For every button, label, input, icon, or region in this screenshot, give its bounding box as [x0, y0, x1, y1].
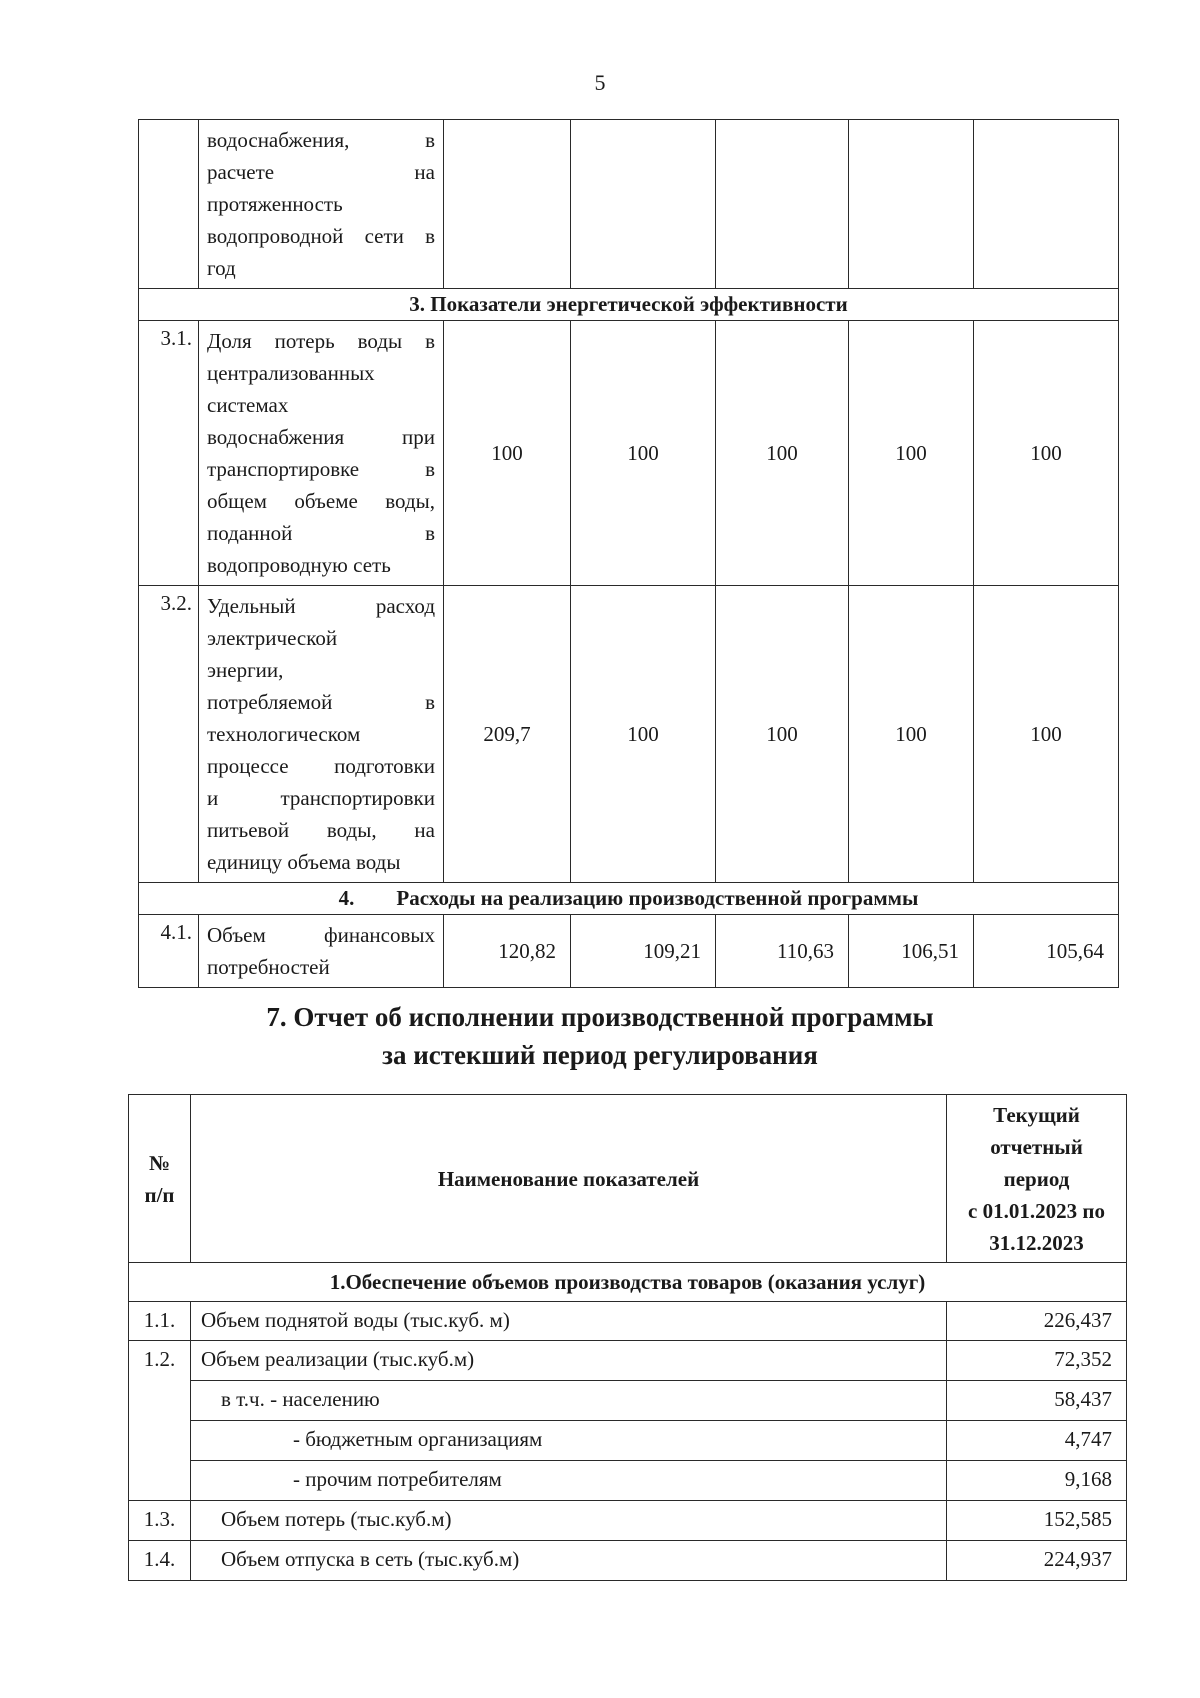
row-name: Объем потерь (тыс.куб.м)	[191, 1501, 947, 1541]
desc-line: системах	[207, 393, 289, 417]
section-row	[139, 289, 1119, 321]
period-line: отчетный	[990, 1134, 1083, 1159]
table-row	[129, 1302, 1127, 1341]
desc-line: потребностей	[207, 955, 330, 979]
value-cell: 100	[571, 586, 716, 883]
period-line: Текущий	[993, 1102, 1080, 1127]
row-number: 4.1.	[139, 915, 199, 988]
desc-line: поданной в	[207, 521, 435, 545]
desc-line: Доля потерь воды в	[207, 329, 435, 353]
table-row	[129, 1501, 1127, 1541]
table-row	[139, 586, 1119, 883]
row-description	[199, 586, 444, 883]
value-cell	[974, 120, 1119, 289]
row-number: 1.1.	[129, 1302, 191, 1341]
header-number	[129, 1095, 191, 1263]
desc-line: общем объеме воды,	[207, 489, 435, 513]
value-cell: 100	[571, 321, 716, 586]
row-value: 226,437	[947, 1302, 1127, 1341]
row-number: 1.3.	[129, 1501, 191, 1541]
desc-line: водопроводную сеть	[207, 553, 391, 577]
value-cell	[571, 120, 716, 289]
value-cell: 110,63	[716, 915, 849, 988]
header-period	[947, 1095, 1127, 1263]
table-row	[129, 1421, 1127, 1461]
value-cell: 105,64	[974, 915, 1119, 988]
row-number: 3.1.	[139, 321, 199, 586]
header-row	[129, 1095, 1127, 1263]
header-number-line: п/п	[144, 1182, 175, 1207]
section-row	[129, 1263, 1127, 1302]
row-value: 9,168	[947, 1461, 1127, 1501]
period-line: с 01.01.2023 по	[968, 1198, 1105, 1223]
row-value: 58,437	[947, 1381, 1127, 1421]
desc-line: питьевой воды, на	[207, 818, 435, 842]
table-row	[129, 1541, 1127, 1581]
desc-line: единицу объема воды	[207, 850, 401, 874]
header-number-line: №	[148, 1150, 171, 1175]
section-name: Расходы на реализацию производственной программы	[396, 886, 919, 910]
desc-line: энергии,	[207, 658, 284, 682]
desc-line: расчете на	[207, 160, 435, 184]
period-line: период	[1003, 1166, 1070, 1191]
table-row	[139, 915, 1119, 988]
table-row	[139, 120, 1119, 289]
heading-line: 7. Отчет об исполнении производственной программы	[266, 1002, 934, 1032]
value-cell: 100	[716, 586, 849, 883]
value-cell: 100	[444, 321, 571, 586]
section-title: 1.Обеспечение объемов производства товаров (оказания услуг)	[129, 1263, 1127, 1302]
desc-line: транспортировке в	[207, 457, 435, 481]
row-number: 1.2.	[129, 1341, 191, 1501]
row-description	[199, 120, 444, 289]
desc-line: протяженность	[207, 192, 343, 216]
desc-line: Объем финансовых	[207, 923, 435, 947]
row-number: 1.4.	[129, 1541, 191, 1581]
row-description	[199, 915, 444, 988]
table-row	[139, 321, 1119, 586]
row-name: - прочим потребителям	[191, 1461, 947, 1501]
value-cell: 106,51	[849, 915, 974, 988]
section-title: 3. Показатели энергетической эффективности	[139, 289, 1119, 321]
desc-line: водоснабжения, в	[207, 128, 435, 152]
table-row	[129, 1381, 1127, 1421]
row-value: 224,937	[947, 1541, 1127, 1581]
row-number: 3.2.	[139, 586, 199, 883]
desc-line: централизованных	[207, 361, 375, 385]
section-number: 4.	[338, 886, 355, 910]
desc-line: водопроводной сети в	[207, 224, 435, 248]
row-name: Объем отпуска в сеть (тыс.куб.м)	[191, 1541, 947, 1581]
section-heading	[0, 998, 1200, 1074]
desc-line: технологическом	[207, 722, 361, 746]
row-name: в т.ч. - населению	[191, 1381, 947, 1421]
row-value: 4,747	[947, 1421, 1127, 1461]
row-description	[199, 321, 444, 586]
value-cell: 100	[849, 321, 974, 586]
row-name: - бюджетным организациям	[191, 1421, 947, 1461]
section-row	[139, 883, 1119, 915]
table-row	[129, 1461, 1127, 1501]
value-cell	[849, 120, 974, 289]
desc-line: процессе подготовки	[207, 754, 435, 778]
period-line: 31.12.2023	[989, 1230, 1084, 1255]
value-cell: 100	[974, 586, 1119, 883]
desc-line: и транспортировки	[207, 786, 435, 810]
desc-line: Удельный расход	[207, 594, 435, 618]
value-cell: 109,21	[571, 915, 716, 988]
row-name: Объем реализации (тыс.куб.м)	[191, 1341, 947, 1381]
page-number: 5	[594, 70, 606, 95]
indicators-table	[138, 119, 1119, 988]
desc-line: водоснабжения при	[207, 425, 435, 449]
value-cell: 100	[974, 321, 1119, 586]
row-name: Объем поднятой воды (тыс.куб. м)	[191, 1302, 947, 1341]
heading-line: за истекший период регулирования	[382, 1040, 818, 1070]
value-cell: 100	[849, 586, 974, 883]
section-title	[139, 883, 1119, 915]
row-value: 152,585	[947, 1501, 1127, 1541]
value-cell: 209,7	[444, 586, 571, 883]
desc-line: год	[207, 256, 236, 280]
value-cell	[444, 120, 571, 289]
value-cell: 100	[716, 321, 849, 586]
value-cell: 120,82	[444, 915, 571, 988]
value-cell	[716, 120, 849, 289]
row-number	[139, 120, 199, 289]
table-row	[129, 1341, 1127, 1381]
header-name: Наименование показателей	[191, 1095, 947, 1263]
desc-line: потребляемой в	[207, 690, 435, 714]
desc-line: электрической	[207, 626, 338, 650]
report-table	[128, 1094, 1127, 1581]
row-value: 72,352	[947, 1341, 1127, 1381]
